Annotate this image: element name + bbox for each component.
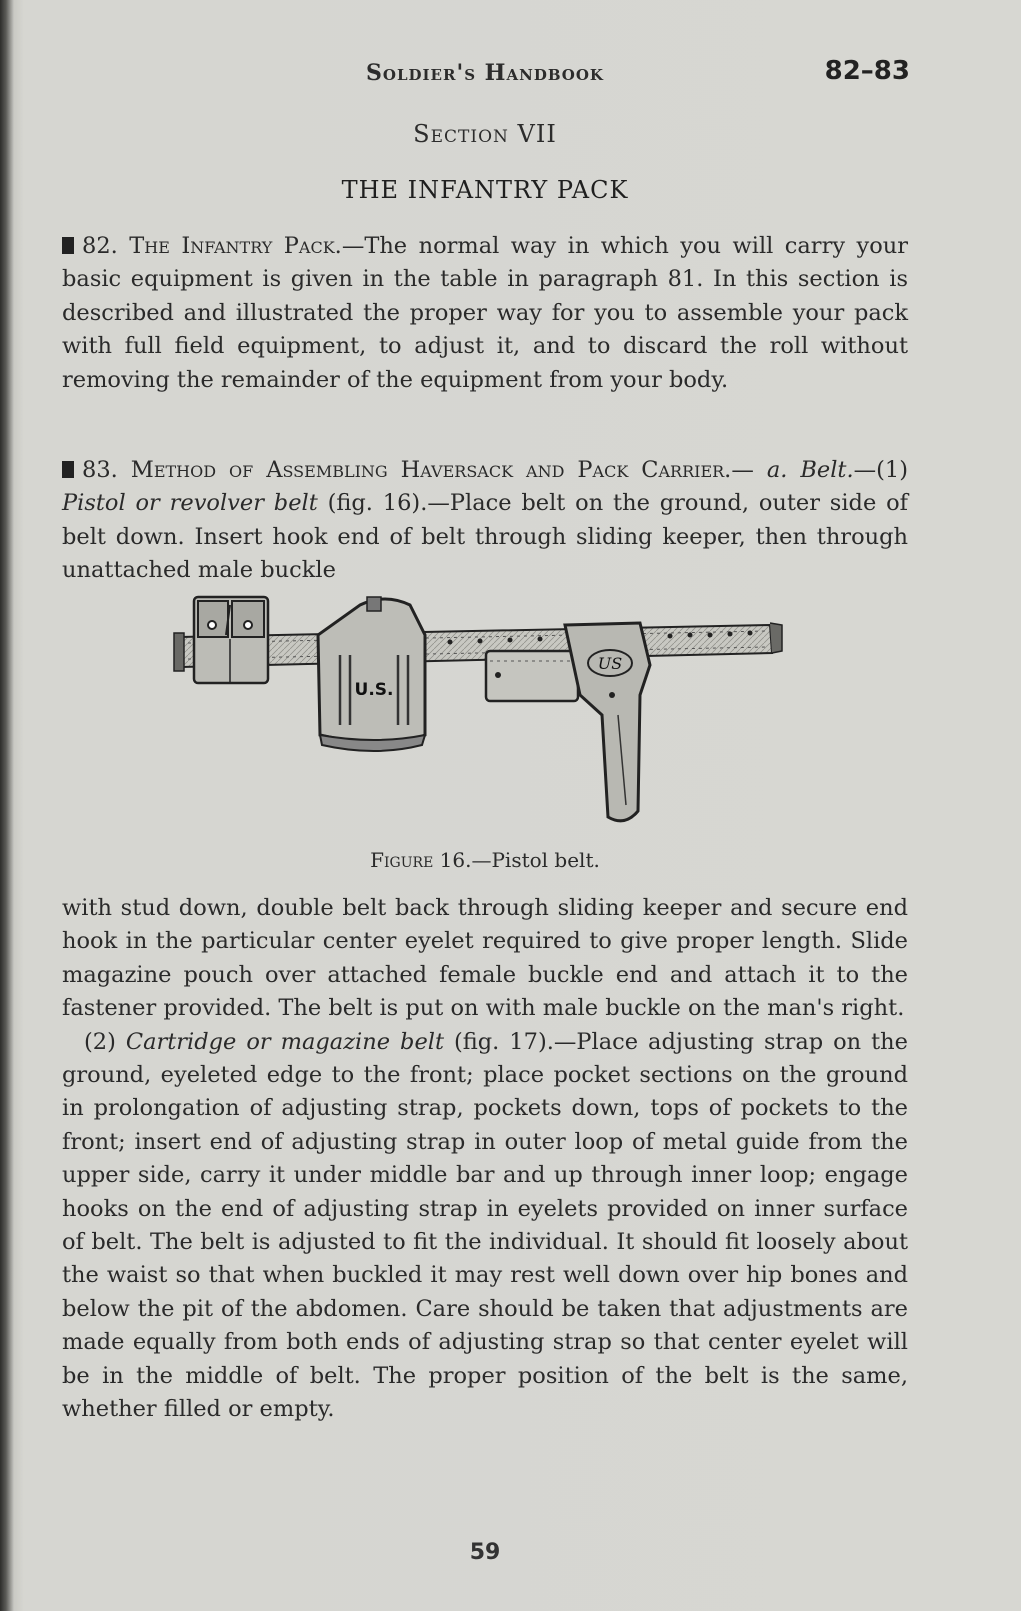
para-83-heading-dash: —: [731, 457, 754, 483]
para-82-heading: The Infantry Pack.: [129, 233, 342, 259]
paragraph-82: [62, 230, 908, 397]
item-1-title: Pistol or revolver belt: [62, 490, 318, 517]
paragraph-marker-icon: [62, 237, 74, 254]
belt-buckle: [770, 623, 782, 653]
item-2-title: Cartridge or magazine belt: [125, 1028, 444, 1055]
page-number: 59: [469, 1540, 501, 1565]
caption-text: —Pistol belt.: [471, 848, 600, 872]
holster: [565, 623, 650, 821]
item-1-text-before: —Place belt on the ground, outer side of belt down. Insert hook end of belt through sliding keeper, then through unattached male buckle: [62, 490, 908, 584]
paragraph-83-continued: [62, 892, 908, 1427]
figure-16-pistol-belt: [170, 595, 810, 845]
canteen: [318, 597, 425, 751]
belt-end-hook: [174, 633, 184, 671]
para-82-number: 82.: [82, 233, 118, 259]
sub-a-label: a. Belt.: [766, 457, 854, 483]
sub-a-dash: —(1): [853, 457, 908, 483]
item-2: [62, 1026, 908, 1427]
figure-caption: [60, 848, 910, 872]
canteen-mark: U.S.: [354, 680, 394, 700]
running-title: Soldier's Handbook: [366, 60, 604, 86]
paragraph-marker-icon: [62, 461, 74, 478]
first-aid-pouch: [486, 651, 578, 701]
running-header: [60, 56, 910, 92]
para-83-number: 83.: [82, 457, 118, 483]
magazine-pouch: [194, 597, 268, 683]
item-2-ref: (fig. 17).: [444, 1028, 554, 1055]
section-label: Section VII: [413, 120, 557, 148]
pistol-belt-illustration: [170, 595, 810, 845]
caption-label: Figure 16.: [370, 848, 472, 872]
item-1-text-after: with stud down, double belt back through sliding keeper and secure end hook in the particular center eyelet required to give proper length. Slide magazine pouch over attached female buckle end and attach it to the fastener provided. The belt is put on with male buckle on the man's right.: [62, 895, 908, 1022]
item-1-ref: (fig. 16).: [317, 490, 428, 517]
holster-mark: US: [597, 654, 623, 673]
item-2-text: —Place adjusting strap on the ground, eyeleted edge to the front; place pocket sections on the ground in prolongation of adjusting strap, pockets down, tops of pockets to the front; insert end of adjusting strap in outer loop of metal guide from the upper side, carry it under middle bar and up through inner loop; engage hooks on the end of adjusting strap in eyelets provided on inner surface of belt. The belt is adjusted to fit the individual. It should fit loosely about the waist so that when buckled it may rest well down over hip bones and below the pit of the abdomen. Care should be taken that adjustments are made equally from both ends of adjusting strap so that center eyelet will be in the middle of belt. The proper position of the belt is the same, whether filled or empty.: [62, 1028, 908, 1423]
section-title: THE INFANTRY PACK: [341, 176, 629, 204]
paragraph-83: [62, 454, 908, 588]
para-83-heading: Method of Assembling Haversack and Pack Carrier.: [130, 457, 732, 483]
para-82-text: —The normal way in which you will carry your basic equipment is given in the table in paragraph 81. In this section is described and illustrated the proper way for you to assemble your pack with full field equipment, to adjust it, and to discard the roll without removing the remainder of the equipment from your body.: [62, 233, 908, 393]
item-2-number: (2): [84, 1028, 126, 1055]
paragraph-range: 82–83: [824, 56, 910, 86]
